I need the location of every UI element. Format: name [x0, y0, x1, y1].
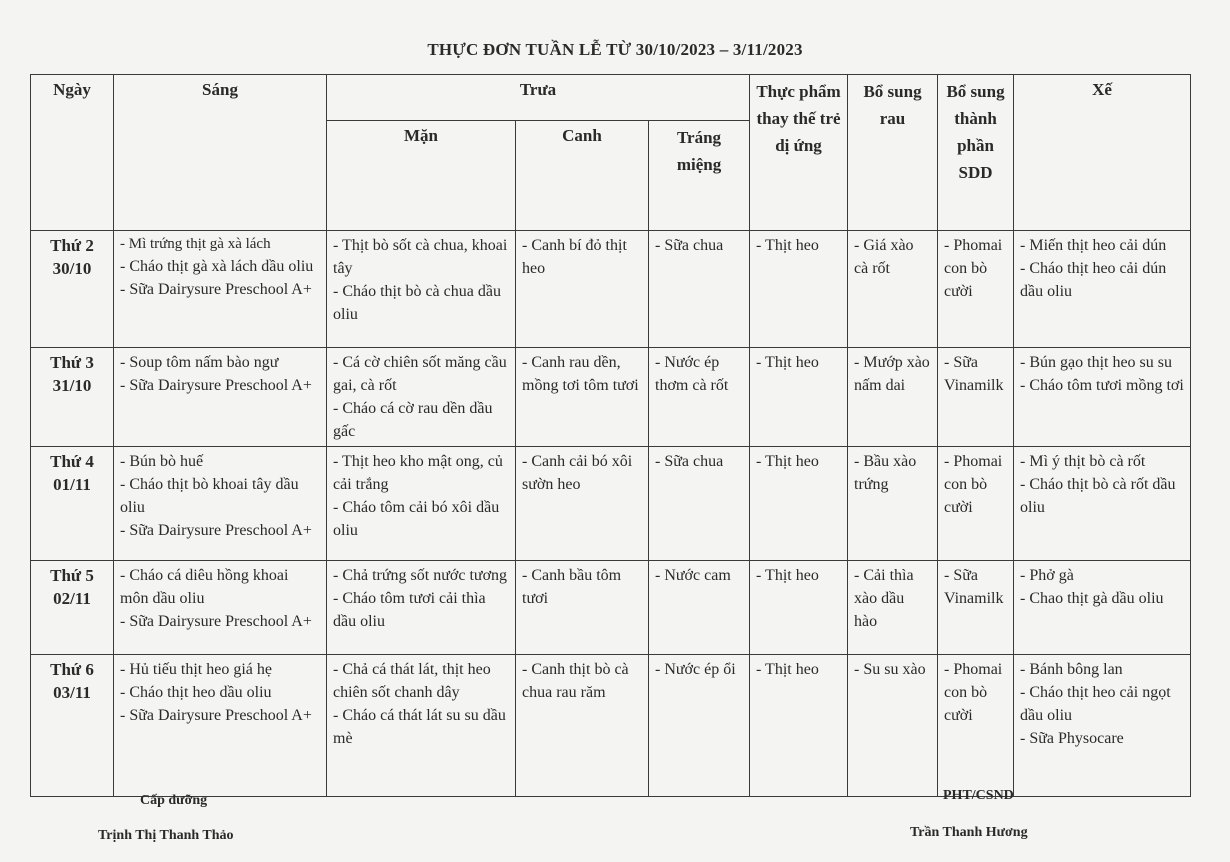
day-cell	[31, 447, 114, 561]
afternoon-item: - Miến thịt heo cải dún	[1020, 237, 1167, 254]
header-lunch-dessert: Tráng miệng	[649, 121, 750, 231]
veg-item: - Cải thìa xào dầu hào	[854, 567, 914, 630]
soup-cell	[516, 655, 649, 797]
soup-cell	[516, 348, 649, 447]
breakfast-item: - Sữa Dairysure Preschool A+	[120, 613, 312, 630]
dessert-cell	[649, 447, 750, 561]
breakfast-item: - Bún bò huế	[120, 453, 204, 470]
breakfast-item: - Soup tôm nấm bào ngư	[120, 354, 279, 371]
veg-item: - Bầu xào trứng	[854, 453, 917, 493]
sdd-item: - Phomai con bò cười	[944, 661, 1003, 724]
breakfast-item: - Cháo thịt bò khoai tây dầu oliu	[120, 476, 299, 516]
sdd-cell	[938, 655, 1014, 797]
day-day: Thứ 5	[50, 566, 94, 585]
afternoon-item: - Phở gà	[1020, 567, 1074, 584]
day-day: Thứ 3	[50, 353, 94, 372]
footer-approver-title: PHT/CSND	[943, 788, 1014, 803]
page-title: THỰC ĐƠN TUẦN LỄ TỪ 30/10/2023 – 3/11/2023	[427, 40, 803, 59]
allergy-cell	[750, 655, 848, 797]
breakfast-cell	[114, 348, 327, 447]
afternoon-item: - Sữa Physocare	[1020, 730, 1124, 747]
allergy-cell	[750, 348, 848, 447]
table-row	[31, 561, 1191, 655]
veg-cell	[848, 348, 938, 447]
main-item: - Chả cá thát lát, thịt heo chiên sốt chanh dây	[333, 661, 491, 701]
breakfast-item: - Sữa Dairysure Preschool A+	[120, 281, 312, 298]
sdd-cell	[938, 561, 1014, 655]
day-cell	[31, 561, 114, 655]
main-cell	[327, 348, 516, 447]
dessert-item: - Nước ép thơm cà rốt	[655, 354, 729, 394]
veg-item: - Mướp xào nấm dai	[854, 354, 930, 394]
main-item: - Cháo tôm tươi cải thìa dầu oliu	[333, 590, 486, 630]
day-cell	[31, 348, 114, 447]
header-breakfast: Sáng	[114, 75, 327, 231]
table-row	[31, 655, 1191, 797]
allergy-item: - Thịt heo	[756, 237, 819, 254]
allergy-item: - Thịt heo	[756, 354, 819, 371]
veg-item: - Giá xào cà rốt	[854, 237, 914, 277]
main-cell	[327, 447, 516, 561]
soup-cell	[516, 561, 649, 655]
afternoon-cell	[1014, 561, 1191, 655]
afternoon-item: - Bún gạo thịt heo su su	[1020, 354, 1173, 371]
main-cell	[327, 231, 516, 348]
day-date: 01/11	[53, 475, 91, 494]
main-item: - Chả trứng sốt nước tương	[333, 567, 508, 584]
afternoon-item: - Mì ý thịt bò cà rốt	[1020, 453, 1146, 470]
soup-item: - Canh rau dền, mồng tơi tôm tươi	[522, 354, 639, 394]
breakfast-cell	[114, 655, 327, 797]
main-item: - Thịt heo kho mật ong, củ cải trắng	[333, 453, 503, 493]
breakfast-item: - Sữa Dairysure Preschool A+	[120, 522, 312, 539]
day-date: 30/10	[52, 259, 92, 278]
afternoon-item: - Cháo thịt bò cà rốt dầu oliu	[1020, 476, 1176, 516]
afternoon-cell	[1014, 655, 1191, 797]
dessert-item: - Nước ép ổi	[655, 661, 736, 678]
dessert-cell	[649, 348, 750, 447]
allergy-cell	[750, 231, 848, 348]
sdd-cell	[938, 231, 1014, 348]
allergy-item: - Thịt heo	[756, 567, 819, 584]
main-item: - Cháo thịt bò cà chua dầu oliu	[333, 283, 501, 323]
afternoon-item: - Bánh bông lan	[1020, 661, 1123, 678]
allergy-cell	[750, 561, 848, 655]
afternoon-item: - Chao thịt gà dầu oliu	[1020, 590, 1164, 607]
day-date: 03/11	[53, 683, 91, 702]
soup-item: - Canh cải bó xôi sườn heo	[522, 453, 633, 493]
breakfast-item: - Hủ tiếu thịt heo giá hẹ	[120, 661, 272, 678]
header-veg: Bổ sung rau	[848, 75, 938, 231]
table-row	[31, 231, 1191, 348]
sdd-cell	[938, 447, 1014, 561]
sdd-item: - Phomai con bò cười	[944, 453, 1003, 516]
dessert-cell	[649, 561, 750, 655]
header-allergy: Thực phẩm thay thế trẻ dị ứng	[750, 75, 848, 231]
breakfast-cell	[114, 447, 327, 561]
allergy-item: - Thịt heo	[756, 661, 819, 678]
sdd-item: - Sữa Vinamilk	[944, 354, 1004, 394]
soup-item: - Canh thịt bò cà chua rau răm	[522, 661, 629, 701]
dessert-cell	[649, 231, 750, 348]
dessert-item: - Sữa chua	[655, 237, 724, 254]
sdd-item: - Sữa Vinamilk	[944, 567, 1004, 607]
soup-item: - Canh bầu tôm tươi	[522, 567, 622, 607]
veg-cell	[848, 231, 938, 348]
main-item: - Cá cờ chiên sốt măng cầu gai, cà rốt	[333, 354, 507, 394]
footer-approver-name: Trần Thanh Hương	[910, 825, 1028, 840]
day-day: Thứ 2	[50, 236, 94, 255]
header-lunch-main: Mặn	[327, 121, 516, 231]
breakfast-cell	[114, 561, 327, 655]
main-item: - Thịt bò sốt cà chua, khoai tây	[333, 237, 508, 277]
day-cell	[31, 231, 114, 348]
day-cell	[31, 655, 114, 797]
soup-cell	[516, 231, 649, 348]
main-cell	[327, 655, 516, 797]
afternoon-cell	[1014, 348, 1191, 447]
afternoon-item: - Cháo thịt heo cải dún dầu oliu	[1020, 260, 1167, 300]
table-row	[31, 447, 1191, 561]
table-row	[31, 348, 1191, 447]
dessert-cell	[649, 655, 750, 797]
day-date: 31/10	[52, 376, 92, 395]
header-lunch: Trưa	[327, 75, 750, 121]
footer-cook-name: Trịnh Thị Thanh Thảo	[98, 828, 234, 843]
veg-cell	[848, 447, 938, 561]
afternoon-cell	[1014, 447, 1191, 561]
breakfast-item: - Sữa Dairysure Preschool A+	[120, 377, 312, 394]
dessert-item: - Sữa chua	[655, 453, 724, 470]
allergy-item: - Thịt heo	[756, 453, 819, 470]
afternoon-cell	[1014, 231, 1191, 348]
header-sdd: Bổ sung thành phần SDD	[938, 75, 1014, 231]
day-day: Thứ 4	[50, 452, 94, 471]
main-cell	[327, 561, 516, 655]
breakfast-cell	[114, 231, 327, 348]
header-day: Ngày	[31, 75, 114, 231]
weekly-menu-table	[30, 74, 1191, 797]
afternoon-item: - Cháo tôm tươi mồng tơi	[1020, 377, 1184, 394]
soup-item: - Canh bí đỏ thịt heo	[522, 237, 627, 277]
veg-cell	[848, 655, 938, 797]
afternoon-item: - Cháo thịt heo cải ngọt dầu oliu	[1020, 684, 1171, 724]
footer-cook-title: Cấp dưỡng	[140, 793, 208, 808]
veg-cell	[848, 561, 938, 655]
soup-cell	[516, 447, 649, 561]
veg-item: - Su su xào	[854, 661, 926, 678]
allergy-cell	[750, 447, 848, 561]
breakfast-item: - Cháo cá diêu hồng khoai môn dầu oliu	[120, 567, 289, 607]
breakfast-item: - Sữa Dairysure Preschool A+	[120, 707, 312, 724]
header-lunch-soup: Canh	[516, 121, 649, 231]
day-date: 02/11	[53, 589, 91, 608]
breakfast-item: - Cháo thịt gà xà lách dầu oliu	[120, 258, 314, 275]
header-afternoon: Xế	[1014, 75, 1191, 231]
main-item: - Cháo cá cờ rau dền dầu gấc	[333, 400, 493, 440]
sdd-cell	[938, 348, 1014, 447]
dessert-item: - Nước cam	[655, 567, 731, 584]
main-item: - Cháo cá thát lát su su dầu mè	[333, 707, 506, 747]
breakfast-item: - Mì trứng thịt gà xà lách	[120, 236, 271, 252]
sdd-item: - Phomai con bò cười	[944, 237, 1003, 300]
main-item: - Cháo tôm cải bó xôi dầu oliu	[333, 499, 500, 539]
breakfast-item: - Cháo thịt heo dầu oliu	[120, 684, 272, 701]
day-day: Thứ 6	[50, 660, 94, 679]
